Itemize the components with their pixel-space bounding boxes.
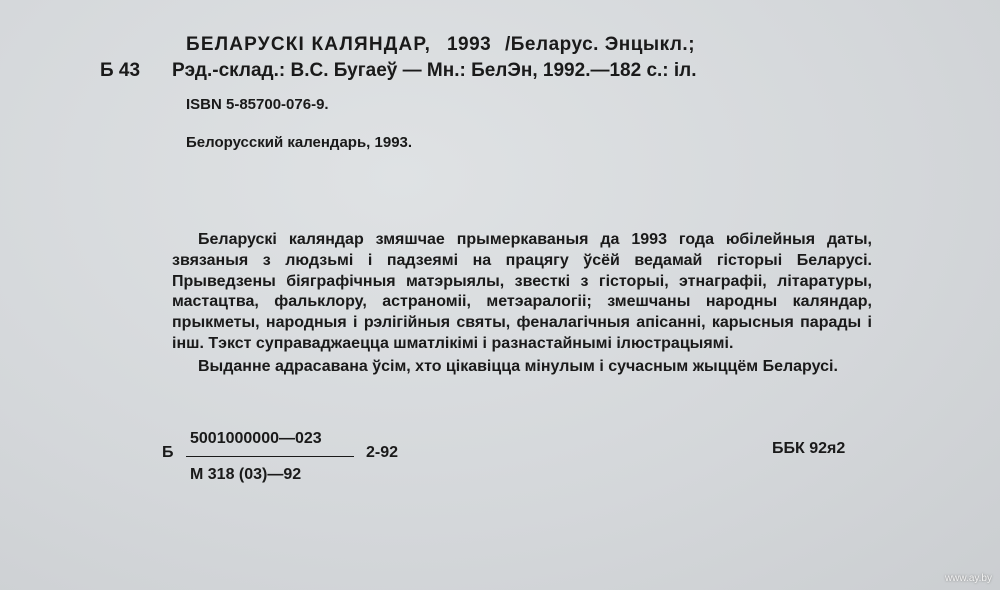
catalog-title-line xyxy=(186,34,695,56)
book-year: 1993 xyxy=(446,34,492,55)
abstract xyxy=(172,230,872,378)
catalog-code: Б 43 xyxy=(100,60,141,81)
index-fraction-line xyxy=(186,456,354,457)
abstract-paragraph-1: Беларускі каляндар змяшчае прымеркаваныя да 1993 года юбілейныя даты, звязаныя з людзьмі і падзеямі на працягу ўсёй ведамай гісторыі Беларусі. Прыведзены біяграфічныя матэрыялы, звесткі з гісторыі, этнаграфіі, літаратуры, мастацтва, фальклору, астраноміі, метэаралогіі; змешчаны народны каляндар, прыкметы, народныя і рэлігійныя святы, феналагічныя апісанні, карысныя парады і інш. Тэкст суправаджаецца шматлікімі і разнастайнымі ілюстрацыямі. xyxy=(172,231,872,352)
isbn: ISBN 5-85700-076-9. xyxy=(186,96,329,113)
bbk-code: ББК 92я2 xyxy=(772,440,846,457)
book-publisher-series: /Беларус. Энцыкл.; xyxy=(505,34,696,55)
site-watermark: www.ay.by xyxy=(944,573,992,584)
index-letter: Б xyxy=(162,444,174,461)
index-numerator: 5001000000—023 xyxy=(190,430,322,447)
book-title: БЕЛАРУСКІ КАЛЯНДАР, xyxy=(186,34,432,55)
catalog-editor-line: Рэд.-склад.: В.С. Бугаеў — Мн.: БелЭн, 1992.—182 с.: іл. xyxy=(172,60,697,81)
abstract-paragraph-2: Выданне адрасавана ўсім, хто цікавіцца мінулым і сучасным жыццём Беларусі. xyxy=(198,357,838,375)
index-suffix: 2-92 xyxy=(366,444,399,461)
russian-title: Белорусский календарь, 1993. xyxy=(186,134,413,151)
index-denominator: М 318 (03)—92 xyxy=(190,466,302,483)
